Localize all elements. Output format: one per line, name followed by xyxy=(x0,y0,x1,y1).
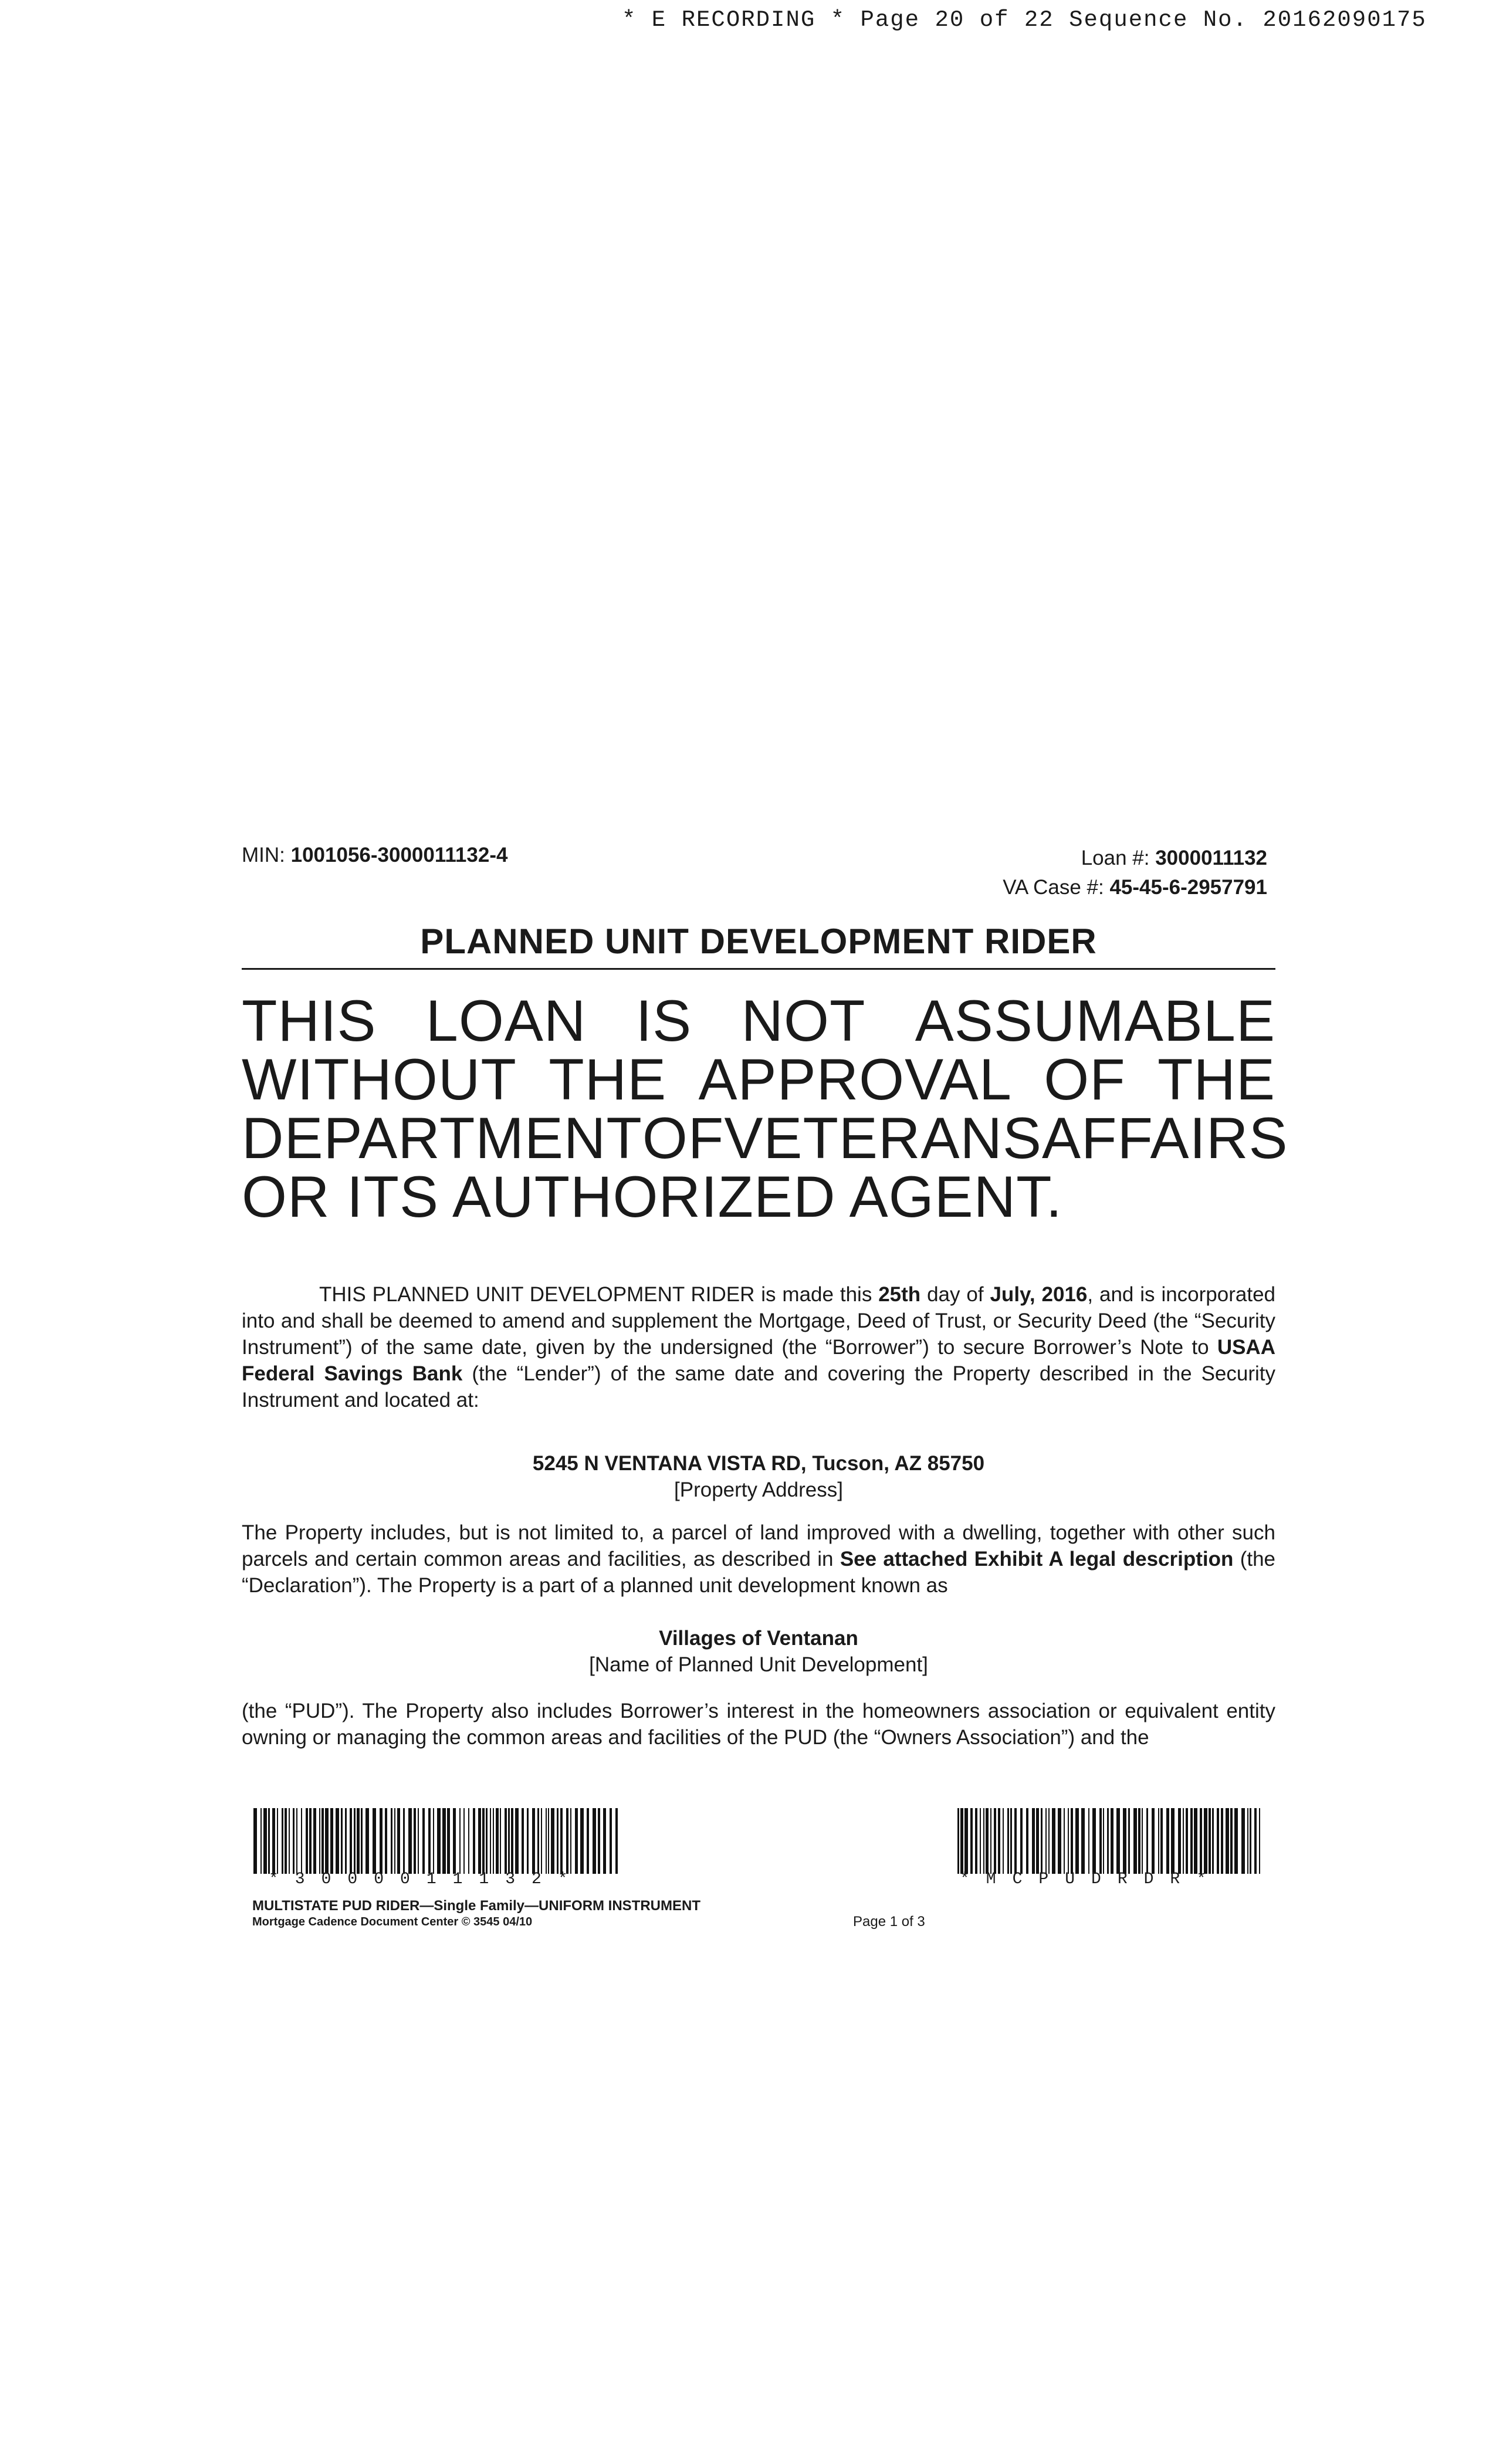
barcode-bar xyxy=(422,1808,425,1874)
barcode-bar xyxy=(1190,1808,1193,1874)
barcode-bar xyxy=(418,1808,419,1874)
barcode-bar xyxy=(321,1808,324,1874)
barcode-bar xyxy=(319,1808,320,1874)
barcode-bar xyxy=(587,1808,589,1874)
barcode-bar xyxy=(1071,1808,1073,1874)
barcode-bar xyxy=(532,1808,535,1874)
barcode-bar xyxy=(394,1808,395,1874)
barcode-bar xyxy=(1186,1808,1188,1874)
barcode-bar xyxy=(1048,1808,1050,1874)
barcode-bar xyxy=(1212,1808,1214,1874)
barcode-bar xyxy=(1217,1808,1219,1874)
notice-word: OF xyxy=(1044,1047,1126,1112)
barcode-bar xyxy=(1142,1808,1143,1874)
barcode-bar xyxy=(1041,1808,1043,1874)
barcode-bar xyxy=(980,1808,981,1874)
form-barcode-digits: *MCPUDRDR* xyxy=(960,1870,1223,1888)
barcode-bar xyxy=(463,1808,465,1874)
barcode-bar xyxy=(1171,1808,1175,1874)
rider-intro-paragraph xyxy=(242,1281,1275,1413)
barcode-bar xyxy=(603,1808,606,1874)
barcode-bar xyxy=(336,1808,339,1874)
barcode-bar xyxy=(330,1808,333,1874)
barcode-bar xyxy=(468,1808,469,1874)
barcode-bar xyxy=(385,1808,387,1874)
barcode-bar xyxy=(1058,1808,1061,1874)
barcode-bar xyxy=(482,1808,485,1874)
barcode-bar xyxy=(1068,1808,1069,1874)
barcode-bar xyxy=(1221,1808,1223,1874)
barcode-bar xyxy=(357,1808,360,1874)
barcode-bar xyxy=(1014,1808,1017,1874)
barcode-bar xyxy=(557,1808,559,1874)
barcode-bar xyxy=(986,1808,989,1874)
barcode-bar xyxy=(1128,1808,1130,1874)
exhibit-reference: See attached Exhibit A legal description xyxy=(840,1548,1234,1571)
barcode-bar xyxy=(433,1808,434,1874)
barcode-bar xyxy=(1092,1808,1096,1874)
min-value: 1001056-3000011132-4 xyxy=(290,844,508,867)
barcode-bar xyxy=(1064,1808,1065,1874)
barcode-bar xyxy=(309,1808,312,1874)
barcode-bar xyxy=(496,1808,499,1874)
barcode-bar xyxy=(1178,1808,1181,1874)
barcode-bar xyxy=(459,1808,461,1874)
barcode-bar xyxy=(522,1808,524,1874)
barcode-bar xyxy=(447,1808,450,1874)
property-address-caption: [Property Address] xyxy=(674,1478,843,1501)
barcode-bar xyxy=(493,1808,494,1874)
barcode-bar xyxy=(1158,1808,1159,1874)
form-barcode xyxy=(956,1808,1266,1874)
barcode-bar xyxy=(277,1808,278,1874)
barcode-bar xyxy=(1107,1808,1109,1874)
barcode-bar xyxy=(960,1808,963,1874)
pud-paragraph: (the “PUD”). The Property also includes Borrower’s interest in the homeowners association or equivalent entity owning or managing the common areas and facilities of the PUD (the “Owners Association”) and the xyxy=(242,1700,1275,1749)
barcode-bar xyxy=(575,1808,578,1874)
para-text: The Property includes, but is not limited to, a parcel of land improved with a dwelling, together with other such parcels and certain common areas and facilities, as described in xyxy=(242,1521,1275,1571)
barcode-bar xyxy=(380,1808,383,1874)
barcode-bar xyxy=(593,1808,596,1874)
barcode-bar xyxy=(1052,1808,1055,1874)
loan-label: Loan #: xyxy=(1081,847,1150,869)
barcode-bar xyxy=(272,1808,275,1874)
barcode-bar xyxy=(511,1808,513,1874)
notice-line-2 xyxy=(242,1047,1275,1112)
notice-word: APPROVAL xyxy=(698,1047,1012,1112)
barcode-bar xyxy=(1045,1808,1047,1874)
min-number xyxy=(242,844,507,867)
notice-word: ASSUMABLE xyxy=(915,988,1275,1053)
barcode-bar xyxy=(361,1808,363,1874)
barcode-bar xyxy=(1234,1808,1238,1874)
barcode-bar xyxy=(325,1808,329,1874)
barcode-bar xyxy=(964,1808,968,1874)
barcode-bar xyxy=(1200,1808,1202,1874)
title-rule xyxy=(242,968,1275,970)
barcode-bar xyxy=(1166,1808,1169,1874)
form-source: Mortgage Cadence Document Center © 3545 04/10 xyxy=(252,1915,533,1928)
barcode-bar xyxy=(1138,1808,1140,1874)
barcode-bar xyxy=(1194,1808,1197,1874)
barcode-bar xyxy=(570,1808,571,1874)
loan-barcode xyxy=(252,1808,622,1874)
barcode-bar xyxy=(301,1808,302,1874)
barcode-bar xyxy=(253,1808,257,1874)
barcode-bar xyxy=(1209,1808,1211,1874)
barcode-bar xyxy=(397,1808,400,1874)
barcode-bar xyxy=(1204,1808,1207,1874)
barcode-bar xyxy=(1160,1808,1163,1874)
barcode-bar xyxy=(1250,1808,1251,1874)
barcode-bar xyxy=(1133,1808,1137,1874)
barcode-bar xyxy=(1152,1808,1155,1874)
notice-word: AFFAIRS xyxy=(1042,1105,1288,1170)
barcode-bar xyxy=(537,1808,539,1874)
barcode-bar xyxy=(1088,1808,1089,1874)
barcode-bar xyxy=(970,1808,973,1874)
notice-word: LOAN xyxy=(425,988,587,1053)
barcode-bar xyxy=(354,1808,356,1874)
notice-line-1 xyxy=(242,988,1275,1053)
notice-word: WITHOUT xyxy=(242,1047,517,1112)
barcode-bar xyxy=(1241,1808,1245,1874)
barcode-bar xyxy=(1259,1808,1260,1874)
barcode-bar xyxy=(1226,1808,1229,1874)
notice-word: IS xyxy=(635,988,692,1053)
para-text: (the “Declaration”). The Property is a part of a planned unit development known as xyxy=(242,1548,1276,1597)
barcode-bar xyxy=(500,1808,501,1874)
barcode-bar xyxy=(408,1808,412,1874)
barcode-bar xyxy=(546,1808,547,1874)
notice-word: DEPARTMENT xyxy=(242,1105,642,1170)
barcode-bar xyxy=(1032,1808,1035,1874)
lender-name: USAA Federal Savings Bank xyxy=(242,1336,1275,1385)
barcode-bar xyxy=(442,1808,446,1874)
barcode-bar xyxy=(341,1808,343,1874)
form-name: MULTISTATE PUD RIDER—Single Family—UNIFORM INSTRUMENT xyxy=(252,1898,701,1914)
notice-word: THIS xyxy=(242,988,377,1053)
notice-word: OF xyxy=(642,1105,725,1170)
document-title: PLANNED UNIT DEVELOPMENT RIDER xyxy=(420,922,1097,961)
barcode-bar xyxy=(1123,1808,1126,1874)
recording-header: * E RECORDING * Page 20 of 22 Sequence No. 20162090175 xyxy=(622,7,1427,33)
barcode-bar xyxy=(1116,1808,1120,1874)
va-value: 45-45-6-2957791 xyxy=(1109,876,1267,899)
assumability-notice xyxy=(242,988,1288,1229)
barcode-bar xyxy=(998,1808,1000,1874)
barcode-bar xyxy=(293,1808,295,1874)
barcode-bar xyxy=(1026,1808,1028,1874)
barcode-bar xyxy=(391,1808,392,1874)
loan-value: 3000011132 xyxy=(1155,847,1267,869)
barcode-bar xyxy=(994,1808,996,1874)
pud-name-caption: [Name of Planned Unit Development] xyxy=(589,1653,928,1676)
barcode-bar xyxy=(1010,1808,1012,1874)
barcode-bar xyxy=(490,1808,491,1874)
barcode-bar xyxy=(478,1808,481,1874)
barcode-bar xyxy=(345,1808,347,1874)
rider-day: 25th xyxy=(878,1283,921,1306)
barcode-bar xyxy=(263,1808,267,1874)
barcode-bar xyxy=(560,1808,563,1874)
barcode-bar xyxy=(1103,1808,1104,1874)
property-address: 5245 N VENTANA VISTA RD, Tucson, AZ 85750 xyxy=(532,1452,985,1475)
barcode-bar xyxy=(260,1808,262,1874)
loan-barcode-digits: *3000011132* xyxy=(269,1870,584,1888)
loan-number xyxy=(903,844,1267,873)
barcode-bar xyxy=(1146,1808,1148,1874)
barcode-bar xyxy=(306,1808,308,1874)
va-case-number xyxy=(903,873,1267,902)
barcode-bar xyxy=(285,1808,287,1874)
barcode-bar xyxy=(598,1808,600,1874)
barcode-bar xyxy=(580,1808,584,1874)
barcode-bar xyxy=(551,1808,554,1874)
barcode-bar xyxy=(508,1808,510,1874)
barcode-bar xyxy=(1183,1808,1184,1874)
barcode-bar xyxy=(453,1808,456,1874)
barcode-bar xyxy=(289,1808,290,1874)
barcode-bar xyxy=(365,1808,369,1874)
barcode-bar xyxy=(1230,1808,1233,1874)
barcode-bar xyxy=(957,1808,959,1874)
barcode-bar xyxy=(983,1808,984,1874)
property-description-paragraph xyxy=(242,1519,1275,1599)
barcode-bar xyxy=(1007,1808,1009,1874)
barcode-bar xyxy=(1081,1808,1085,1874)
barcode-bar xyxy=(403,1808,405,1874)
barcode-bar xyxy=(610,1808,612,1874)
barcode-bar xyxy=(527,1808,529,1874)
notice-line-3 xyxy=(242,1105,1288,1170)
va-label: VA Case #: xyxy=(1003,876,1104,899)
barcode-bar xyxy=(268,1808,270,1874)
barcode-bar xyxy=(437,1808,441,1874)
barcode-bar xyxy=(486,1808,488,1874)
notice-word: THE xyxy=(549,1047,667,1112)
para-text: , and is incorporated into and shall be deemed to amend and supplement the Mortgage, Deed of Trust, or Security Deed (the “Security Instrument”) of the same date, given by the undersigned (the “Borrower”) to secure Borrower’s Note to xyxy=(242,1283,1276,1359)
barcode-bar xyxy=(1075,1808,1079,1874)
notice-word: THE xyxy=(1157,1047,1275,1112)
barcode-bar xyxy=(541,1808,542,1874)
loan-identifiers xyxy=(903,844,1267,902)
barcode-bar xyxy=(373,1808,376,1874)
barcode-bar xyxy=(313,1808,316,1874)
barcode-bar xyxy=(350,1808,352,1874)
barcode-bar xyxy=(414,1808,416,1874)
page-number: Page 1 of 3 xyxy=(853,1914,925,1930)
property-address-block xyxy=(242,1450,1275,1503)
barcode-bar xyxy=(473,1808,475,1874)
min-label: MIN: xyxy=(242,844,285,867)
barcode-bar xyxy=(1036,1808,1039,1874)
barcode-bar xyxy=(282,1808,283,1874)
notice-word: VETERANS xyxy=(724,1105,1042,1170)
barcode-bar xyxy=(428,1808,431,1874)
para-text: THIS PLANNED UNIT DEVELOPMENT RIDER is made this xyxy=(319,1283,879,1306)
barcode-bar xyxy=(296,1808,297,1874)
barcode-bar xyxy=(990,1808,991,1874)
barcode-bar xyxy=(975,1808,977,1874)
pud-name-block xyxy=(242,1625,1275,1678)
para-text: day of xyxy=(920,1283,990,1306)
barcode-bar xyxy=(505,1808,507,1874)
barcode-bar xyxy=(1099,1808,1102,1874)
barcode-bar xyxy=(566,1808,568,1874)
pud-name: Villages of Ventanan xyxy=(659,1627,858,1650)
notice-word: NOT xyxy=(741,988,866,1053)
barcode-bar xyxy=(515,1808,519,1874)
rider-date: July, 2016 xyxy=(990,1283,1088,1306)
barcode-bar xyxy=(1003,1808,1004,1874)
barcode-bar xyxy=(1020,1808,1023,1874)
notice-line-4: OR ITS AUTHORIZED AGENT. xyxy=(242,1164,1063,1229)
barcode-bar xyxy=(1247,1808,1248,1874)
barcode-bar xyxy=(548,1808,549,1874)
barcode-bar xyxy=(615,1808,618,1874)
barcode-bar xyxy=(1254,1808,1257,1874)
barcode-bar xyxy=(1111,1808,1113,1874)
para-text: (the “Lender”) of the same date and covering the Property described in the Security Instrument and located at: xyxy=(242,1362,1275,1412)
